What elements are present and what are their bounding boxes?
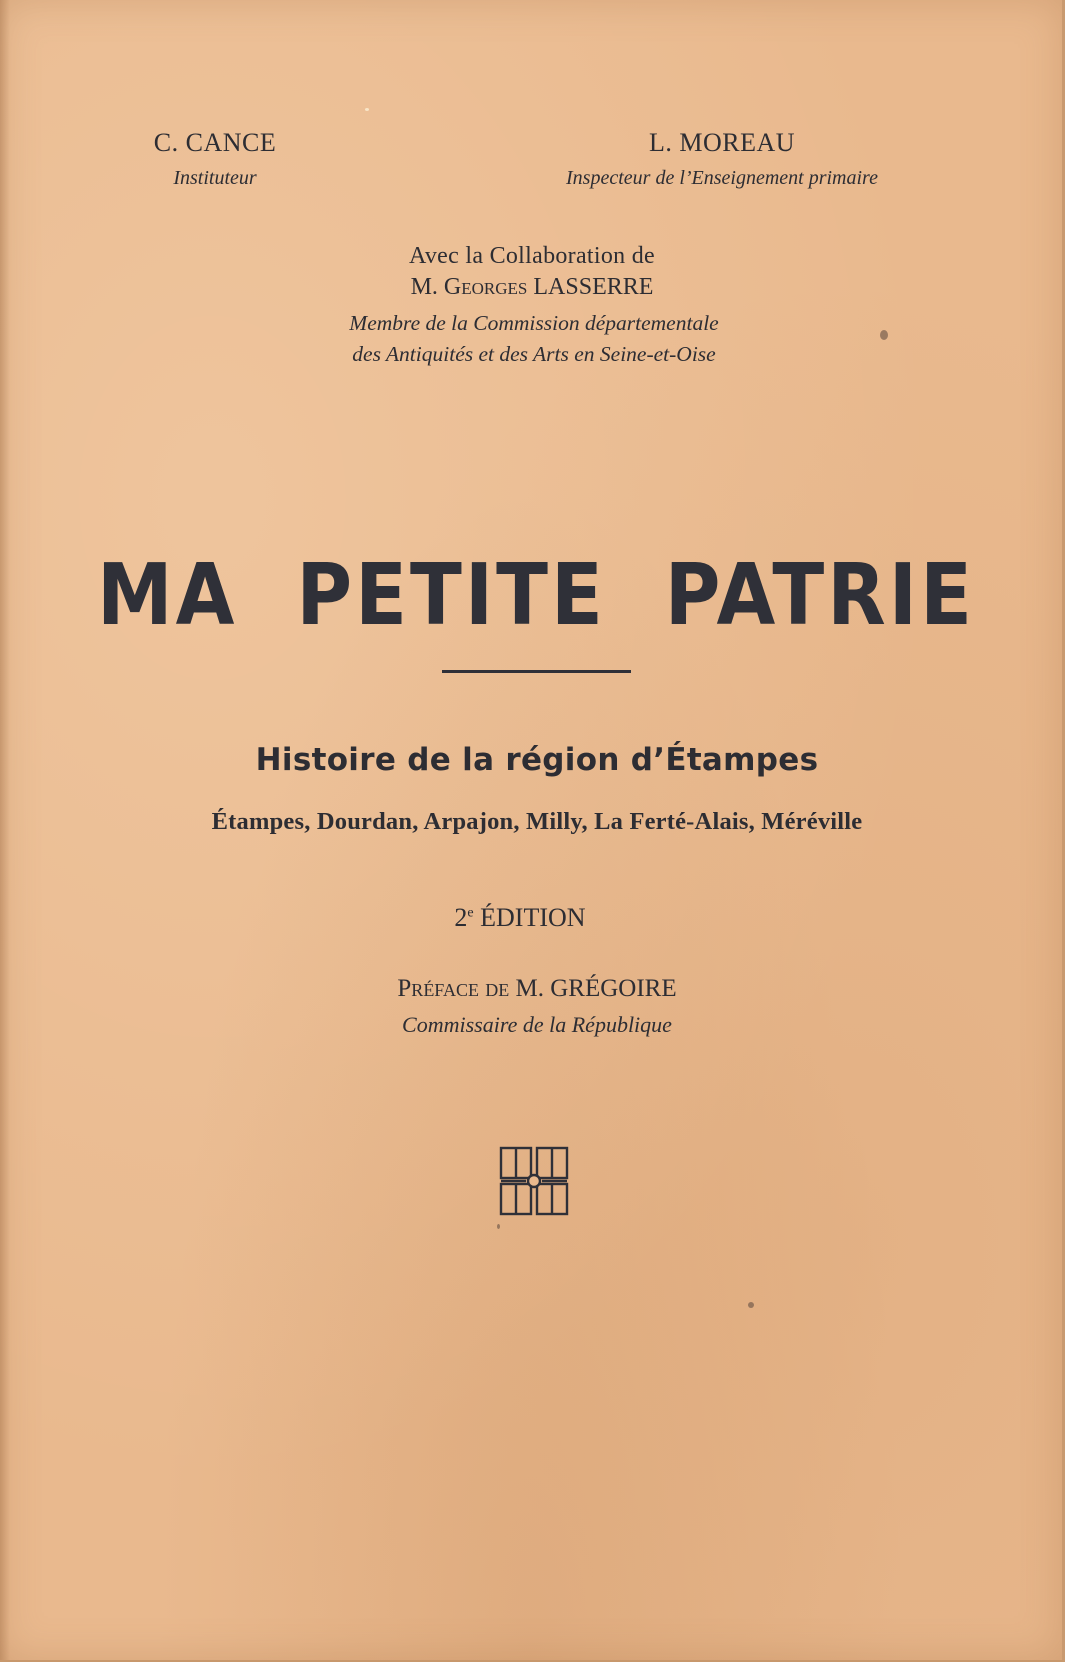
stain-mark <box>497 1224 500 1229</box>
book-title: MA PETITE PATRIE <box>97 544 975 645</box>
author-2-name: L. MOREAU <box>648 128 796 157</box>
author-1-name: C. CANCE <box>153 128 277 157</box>
collaborator-prefix: M. <box>410 274 438 300</box>
spine-shadow <box>0 0 10 1660</box>
edition-label <box>454 903 585 933</box>
publisher-emblem-icon <box>498 1145 570 1217</box>
collaboration-intro: Avec la Collaboration de <box>408 243 656 269</box>
collaborator-last-name: LASSERRE <box>533 274 654 300</box>
book-subtitle: Histoire de la région d’Étampes <box>255 742 819 778</box>
title-rule <box>442 670 631 673</box>
collaborator-name <box>411 274 654 301</box>
preface-author-role: Commissaire de la République <box>402 1012 672 1037</box>
edition-suffix: e <box>467 905 474 921</box>
collaborator-first-name: Georges <box>443 274 528 300</box>
preface-author: M. GRÉGOIRE <box>515 975 677 1002</box>
stain-mark <box>748 1302 754 1308</box>
collaborator-role-line-1: Membre de la Commission départementale <box>349 311 719 335</box>
author-2-role: Inspecteur de l’Enseignement primaire <box>566 167 878 189</box>
stain-mark <box>880 330 888 340</box>
author-1-role: Instituteur <box>173 167 257 189</box>
stain-mark <box>365 108 369 111</box>
preface-line <box>397 975 676 1003</box>
preface-label: Préface de <box>397 975 510 1002</box>
edition-number: 2 <box>454 903 468 932</box>
edition-word: ÉDITION <box>480 903 586 932</box>
towns-list: Étampes, Dourdan, Arpajon, Milly, La Ferté-Alais, Méréville <box>211 808 863 835</box>
collaborator-role-line-2: des Antiquités et des Arts en Seine-et-Oise <box>352 342 716 366</box>
